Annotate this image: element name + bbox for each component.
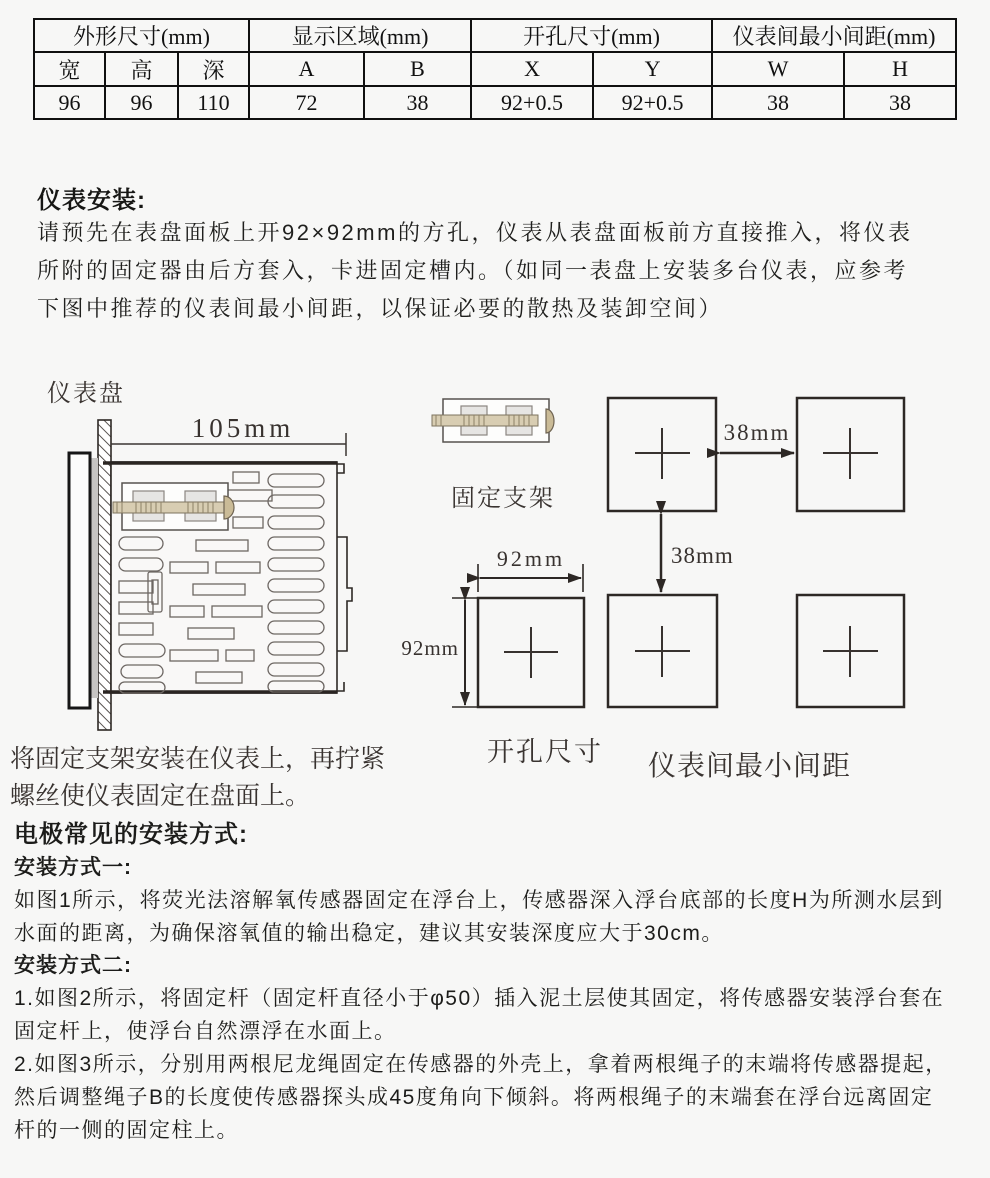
method2-line: 1.如图2所示，将固定杆（固定杆直径小于φ50）插入泥土层使其固定，将传感器安装浮台套在 bbox=[14, 987, 945, 1010]
table-subheader: W bbox=[712, 52, 844, 86]
min-spacing-label: 仪表间最小间距 bbox=[648, 751, 852, 782]
table-group-display: 显示区域(mm) bbox=[249, 19, 471, 52]
caption-line: 将固定支架安装在仪表上，再拧紧 bbox=[10, 746, 386, 773]
method1-title: 安装方式一: bbox=[14, 856, 132, 879]
table-subheader: 高 bbox=[105, 52, 178, 86]
table-subheader: X bbox=[471, 52, 593, 86]
table-subheader: B bbox=[364, 52, 471, 86]
cutout-height-text: 92mm bbox=[401, 636, 459, 660]
instrument-side-view-diagram bbox=[30, 405, 360, 740]
depth-dim-text: 105mm bbox=[191, 413, 295, 443]
cutout-size-label: 开孔尺寸 bbox=[487, 737, 603, 767]
table-value: 38 bbox=[712, 86, 844, 119]
electrode-section bbox=[14, 818, 984, 1147]
table-value: 38 bbox=[364, 86, 471, 119]
table-value: 72 bbox=[249, 86, 364, 119]
vertical-gap-dimension bbox=[661, 514, 734, 592]
method2-line: 杆的一侧的固定柱上。 bbox=[14, 1119, 239, 1142]
top-clip-notch bbox=[337, 464, 344, 473]
table-value: 96 bbox=[105, 86, 178, 119]
method2-line: 2.如图3所示，分别用两根尼龙绳固定在传感器的外壳上，拿着两根绳子的末端将传感器提起， bbox=[14, 1053, 948, 1076]
paragraph-line: 下图中推荐的仪表间最小间距，以保证必要的散热及装卸空间） bbox=[37, 296, 724, 321]
cutout-height-dimension bbox=[401, 598, 480, 707]
method2-title: 安装方式二: bbox=[14, 954, 132, 977]
table-group-outline: 外形尺寸(mm) bbox=[34, 19, 249, 52]
table-group-spacing: 仪表间最小间距(mm) bbox=[712, 19, 956, 52]
table-value: 38 bbox=[844, 86, 956, 119]
cutout-spacing-diagram bbox=[401, 390, 968, 790]
cutout-width-dimension bbox=[478, 546, 583, 592]
spec-table-wrap bbox=[33, 18, 957, 120]
mounting-bracket bbox=[113, 483, 234, 530]
rail-clip bbox=[337, 537, 352, 651]
cutout-width-text: 92mm bbox=[496, 546, 566, 571]
v-gap-dim-text: 38mm bbox=[671, 543, 734, 568]
table-value: 92+0.5 bbox=[593, 86, 712, 119]
method1-line: 水面的距离，为确保溶氧值的输出稳定，建议其安装深度应大于30cm。 bbox=[14, 922, 724, 945]
method2-line: 然后调整绳子B的长度使传感器探头成45度角向下倾斜。将两根绳子的末端套在浮台远离固定 bbox=[14, 1086, 934, 1109]
table-subheader: Y bbox=[593, 52, 712, 86]
depth-dimension bbox=[111, 413, 346, 456]
table-subheader: 宽 bbox=[34, 52, 105, 86]
electrode-heading: 电极常见的安装方式: bbox=[14, 821, 248, 848]
paragraph-line: 请预先在表盘面板上开92×92mm的方孔，仪表从表盘面板前方直接推入，将仪表 bbox=[37, 220, 913, 245]
paragraph-line: 所附的固定器由后方套入，卡进固定槽内。（如同一表盘上安装多台仪表，应参考 bbox=[37, 258, 909, 283]
horizontal-gap-dimension bbox=[720, 420, 794, 453]
bottom-clip-notch bbox=[337, 682, 344, 691]
panel-label: 仪表盘 bbox=[47, 381, 125, 407]
table-value: 96 bbox=[34, 86, 105, 119]
instrument-bezel bbox=[69, 453, 90, 708]
table-value: 110 bbox=[178, 86, 249, 119]
table-subheader: H bbox=[844, 52, 956, 86]
install-paragraph bbox=[37, 214, 912, 328]
panel-hatch bbox=[98, 420, 111, 730]
method1-line: 如图1所示，将荧光法溶解氧传感器固定在浮台上，传感器深入浮台底部的长度H为所测水层到 bbox=[14, 889, 944, 912]
bracket-caption bbox=[10, 741, 385, 815]
h-gap-dim-text: 38mm bbox=[723, 420, 791, 445]
table-group-cutout: 开孔尺寸(mm) bbox=[471, 19, 712, 52]
install-heading: 仪表安装: bbox=[37, 187, 146, 214]
table-value: 92+0.5 bbox=[471, 86, 593, 119]
table-subheader: 深 bbox=[178, 52, 249, 86]
method2-line: 固定杆上，使浮台自然漂浮在水面上。 bbox=[14, 1020, 397, 1043]
table-subheader: A bbox=[249, 52, 364, 86]
bracket-label: 固定支架 bbox=[451, 486, 555, 512]
spec-table bbox=[33, 18, 957, 120]
caption-line: 螺丝使仪表固定在盘面上。 bbox=[10, 783, 311, 810]
